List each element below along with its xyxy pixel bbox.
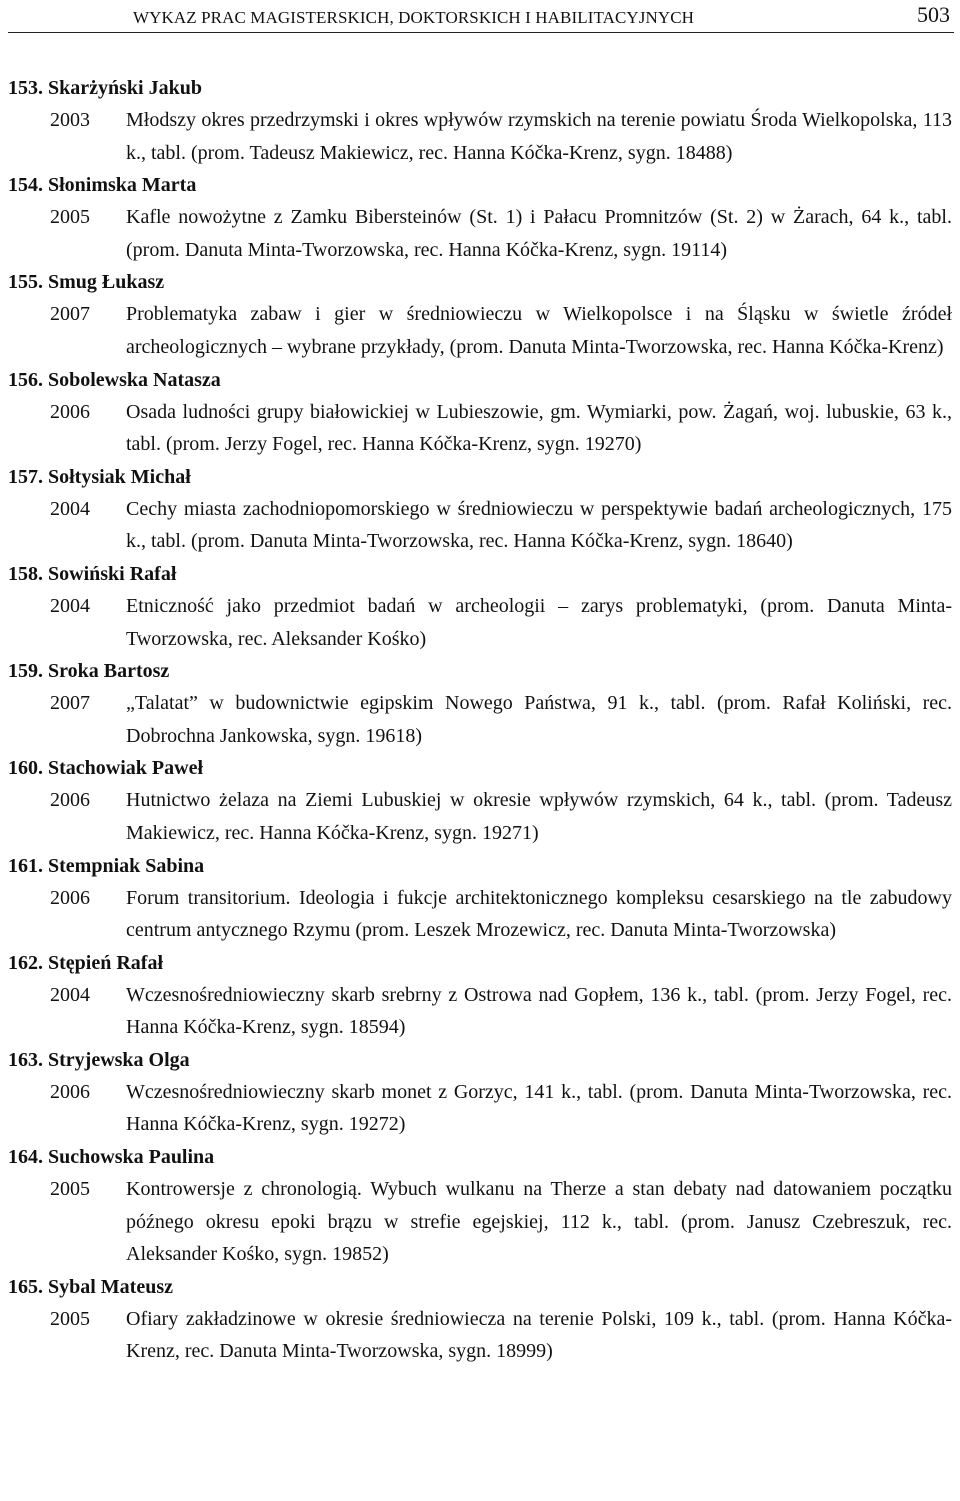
entry-text: Ofiary zakładzinowe w okresie średniowiecza na terenie Polski, 109 k., tabl. (prom. Hanna Kóčka-Krenz, rec. Danuta Minta-Tworzowska, sygn. 18999): [126, 1307, 952, 1363]
author-name: Stryjewska Olga: [48, 1048, 190, 1071]
entry-number: 153.: [8, 77, 43, 99]
entry-number: 165.: [8, 1275, 43, 1298]
entry-heading: [8, 1271, 954, 1303]
running-header: [8, 0, 954, 33]
entry-heading: [8, 752, 954, 784]
entry-number: 157.: [8, 465, 43, 488]
list-item: [8, 947, 954, 1044]
list-item: [8, 1271, 954, 1368]
entry-heading: [8, 169, 954, 201]
list-item: [8, 655, 954, 752]
list-item: [8, 461, 954, 558]
entry-text: Hutnictwo żelaza na Ziemi Lubuskiej w okresie wpływów rzymskich, 64 k., tabl. (prom. Tadeusz Makiewicz, rec. Hanna Kóčka-Krenz, sygn. 19271): [126, 789, 952, 844]
entry-year: 2006: [50, 1080, 90, 1103]
entry-number: 161.: [8, 854, 43, 877]
author-name: Stępień Rafał: [48, 951, 163, 974]
entry-body: [8, 687, 954, 752]
list-item: [8, 72, 954, 169]
list-item: [8, 266, 954, 363]
entry-text: Cechy miasta zachodniopomorskiego w średniowieczu w perspektywie badań archeologicznych, 175 k., tabl. (prom. Danuta Minta-Tworzowska, rec. Hanna Kóčka-Krenz, sygn. 18640): [126, 497, 952, 553]
entry-heading: [8, 850, 954, 882]
author-name: Stempniak Sabina: [48, 854, 205, 877]
entry-year: 2004: [50, 497, 90, 520]
entry-text: Forum transitorium. Ideologia i fukcje architektonicznego kompleksu cesarskiego na tle zabudowy centrum antycznego Rzymu (prom. Leszek Mrozewicz, rec. Danuta Minta-Tworzowska): [126, 886, 952, 942]
author-name: Skarżyński Jakub: [48, 77, 202, 99]
list-item: [8, 752, 954, 849]
entry-body: [8, 1076, 954, 1141]
author-name: Sołtysiak Michał: [48, 465, 191, 488]
entry-number: 160.: [8, 757, 43, 780]
entry-heading: [8, 1141, 954, 1173]
entry-year: 2006: [50, 886, 90, 909]
entry-text: Młodszy okres przedrzymski i okres wpływów rzymskich na terenie powiatu Środa Wielkopolska, 113 k., tabl. (prom. Tadeusz Makiewicz, rec. Hanna Kóčka-Krenz, sygn. 18488): [126, 109, 952, 164]
author-name: Słonimska Marta: [48, 174, 197, 197]
entry-heading: [8, 947, 954, 979]
entry-body: [8, 104, 954, 169]
author-name: Smug Łukasz: [48, 271, 165, 294]
entry-number: 154.: [8, 174, 43, 197]
entry-year: 2005: [50, 206, 90, 229]
entry-text: Etniczność jako przedmiot badań w archeologii – zarys problematyki, (prom. Danuta Minta-Tworzowska, rec. Aleksander Kośko): [126, 594, 952, 650]
entry-heading: [8, 72, 954, 104]
entry-number: 162.: [8, 951, 43, 974]
list-item: [8, 169, 954, 266]
entry-text: Kontrowersje z chronologią. Wybuch wulkanu na Therze a stan debaty nad datowaniem początku późnego okresu epoki brązu w strefie egejskiej, 112 k., tabl. (prom. Janusz Czebreszuk, rec. Aleksander Kośko, sygn. 19852): [126, 1178, 952, 1266]
entry-number: 156.: [8, 368, 43, 391]
list-item: [8, 850, 954, 947]
entry-year: 2005: [50, 1178, 90, 1201]
entries-list: [8, 72, 954, 1368]
entry-body: [8, 201, 954, 266]
entry-body: [8, 396, 954, 461]
entry-text: „Talatat” w budownictwie egipskim Nowego Państwa, 91 k., tabl. (prom. Rafał Koliński, rec. Dobrochna Jankowska, sygn. 19618): [126, 692, 952, 747]
entry-heading: [8, 558, 954, 590]
entry-number: 155.: [8, 271, 43, 294]
author-name: Sobolewska Natasza: [48, 368, 221, 391]
author-name: Sroka Bartosz: [48, 660, 170, 683]
entry-number: 158.: [8, 562, 43, 585]
entry-text: Wczesnośredniowieczny skarb srebrny z Ostrowa nad Gopłem, 136 k., tabl. (prom. Jerzy Fogel, rec. Hanna Kóčka-Krenz, sygn. 18594): [126, 983, 952, 1039]
entry-year: 2007: [50, 692, 90, 715]
entry-body: [8, 590, 954, 655]
author-name: Sowiński Rafał: [48, 562, 177, 585]
page-number: 503: [917, 2, 950, 27]
entry-body: [8, 882, 954, 947]
entry-year: 2004: [50, 594, 90, 617]
entry-year: 2007: [50, 303, 90, 326]
entry-year: 2006: [50, 400, 90, 423]
entry-body: [8, 1303, 954, 1368]
entry-body: [8, 493, 954, 558]
entry-year: 2005: [50, 1307, 90, 1330]
list-item: [8, 558, 954, 655]
entry-heading: [8, 655, 954, 687]
entry-text: Kafle nowożytne z Zamku Bibersteinów (St. 1) i Pałacu Promnitzów (St. 2) w Żarach, 64 k., tabl. (prom. Danuta Minta-Tworzowska, rec. Hanna Kóčka-Krenz, sygn. 19114): [126, 206, 952, 261]
entry-number: 163.: [8, 1048, 43, 1071]
entry-heading: [8, 1044, 954, 1076]
entry-body: [8, 1173, 954, 1271]
author-name: Stachowiak Paweł: [48, 757, 203, 780]
entry-number: 164.: [8, 1146, 43, 1169]
entry-heading: [8, 266, 954, 298]
entry-text: Osada ludności grupy białowickiej w Lubieszowie, gm. Wymiarki, pow. Żagań, woj. lubuskie, 63 k., tabl. (prom. Jerzy Fogel, rec. Hanna Kóčka-Krenz, sygn. 19270): [126, 400, 952, 456]
list-item: [8, 364, 954, 461]
entry-year: 2006: [50, 789, 90, 812]
entry-number: 159.: [8, 660, 43, 683]
entry-body: [8, 784, 954, 849]
entry-heading: [8, 364, 954, 396]
entry-heading: [8, 461, 954, 493]
author-name: Sybal Mateusz: [48, 1275, 173, 1298]
entry-year: 2003: [50, 109, 90, 131]
entry-body: [8, 979, 954, 1044]
list-item: [8, 1044, 954, 1141]
author-name: Suchowska Paulina: [48, 1146, 215, 1169]
entry-body: [8, 298, 954, 363]
header-title: WYKAZ PRAC MAGISTERSKICH, DOKTORSKICH I HABILITACYJNYCH: [133, 8, 695, 27]
entry-year: 2004: [50, 983, 90, 1006]
list-item: [8, 1141, 954, 1271]
entry-text: Wczesnośredniowieczny skarb monet z Gorzyc, 141 k., tabl. (prom. Danuta Minta-Tworzowska, rec. Hanna Kóčka-Krenz, sygn. 19272): [126, 1080, 952, 1136]
entry-text: Problematyka zabaw i gier w średniowieczu w Wielkopolsce i na Śląsku w świetle źródeł archeologicznych – wybrane przykłady, (prom. Danuta Minta-Tworzowska, rec. Hanna Kóčka-Krenz): [126, 303, 952, 358]
